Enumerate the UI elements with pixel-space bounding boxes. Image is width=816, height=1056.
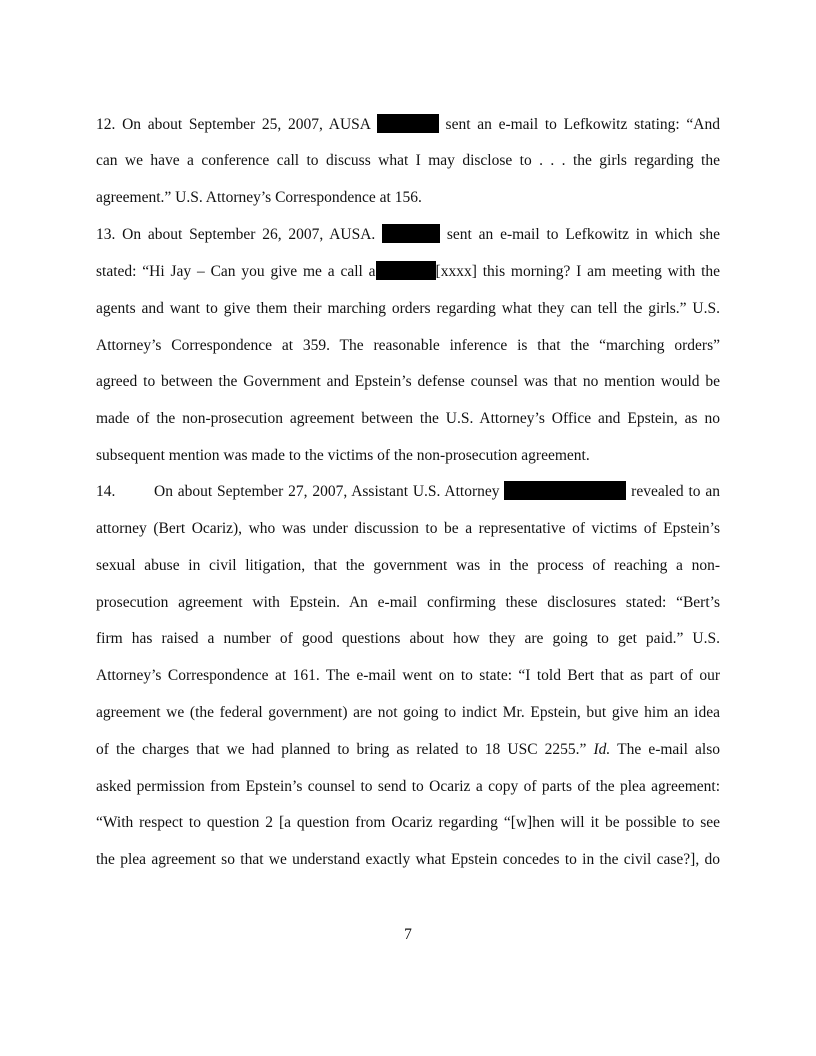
text: 14. On about September 27, 2007, Assistant U.S. Attorney (96, 483, 505, 500)
paragraph-13-line-6 (96, 408, 720, 430)
paragraph-14-line-5 (96, 628, 720, 650)
redaction-bar (377, 114, 439, 133)
redaction-bar (504, 481, 626, 500)
page-number: 7 (404, 926, 412, 943)
text: sent an e-mail to Lefkowitz stating: “And (438, 116, 720, 133)
text: the plea agreement so that we understand exactly what Epstein concedes to in the civil case?], do (96, 851, 720, 868)
text: subsequent mention was made to the victims of the non-prosecution agreement. (96, 447, 590, 464)
text: Attorney’s Correspondence at 161. The e-mail went on to state: “I told Bert that as part of our (96, 667, 720, 684)
text: 13. On about September 26, 2007, AUSA. (96, 226, 383, 243)
paragraph-13-line-4 (96, 335, 720, 357)
text: of the charges that we had planned to bring as related to 18 USC 2255.” (96, 741, 594, 758)
redaction-bar (382, 224, 440, 243)
paragraph-12-line-3 (96, 187, 720, 209)
text: [xxxx] this morning? I am meeting with the (435, 263, 721, 280)
text: revealed to an (626, 483, 720, 500)
text: Attorney’s Correspondence at 359. The reasonable inference is that the “marching orders” (96, 337, 720, 354)
text: made of the non-prosecution agreement between the U.S. Attorney’s Office and Epstein, as no (96, 410, 720, 427)
text: agreed to between the Government and Epstein’s defense counsel was that no mention would be (96, 373, 720, 390)
paragraph-13-line-7 (96, 445, 720, 467)
paragraph-14-line-4 (96, 592, 720, 614)
paragraph-14-line-9 (96, 776, 720, 798)
text: sexual abuse in civil litigation, that the government was in the process of reaching a non- (96, 557, 720, 574)
paragraph-13-line-1 (96, 224, 720, 246)
redaction-bar (376, 261, 436, 280)
text: 12. On about September 25, 2007, AUSA (96, 116, 377, 133)
text: agents and want to give them their marching orders regarding what they can tell the girls.” U.S. (96, 300, 720, 317)
paragraph-12-line-2 (96, 150, 720, 172)
paragraph-14-line-8 (96, 739, 720, 761)
paragraph-13-line-3 (96, 298, 720, 320)
paragraph-13-line-2 (96, 261, 720, 283)
text: “With respect to question 2 [a question from Ocariz regarding “[w]hen will it be possible to see (96, 814, 720, 831)
citation-id: Id. (593, 741, 611, 758)
paragraph-14-line-2 (96, 518, 720, 540)
paragraph-14-line-11 (96, 849, 720, 871)
text: agreement.” U.S. Attorney’s Correspondence at 156. (96, 189, 422, 206)
text: The e-mail also (610, 741, 720, 758)
paragraph-14-line-10 (96, 812, 720, 834)
paragraph-14-line-3 (96, 555, 720, 577)
text: firm has raised a number of good questions about how they are going to get paid.” U.S. (96, 630, 720, 647)
text: can we have a conference call to discuss what I may disclose to . . . the girls regarding the (96, 152, 720, 169)
text: asked permission from Epstein’s counsel to send to Ocariz a copy of parts of the plea agreement: (96, 778, 720, 795)
paragraph-14-line-6 (96, 665, 720, 687)
text: attorney (Bert Ocariz), who was under discussion to be a representative of victims of Epstein’s (96, 520, 720, 537)
paragraph-14-line-1 (96, 481, 720, 503)
paragraph-13-line-5 (96, 371, 720, 393)
text: sent an e-mail to Lefkowitz in which she (440, 226, 720, 243)
paragraph-12-line-1 (96, 114, 720, 136)
text: agreement we (the federal government) are not going to indict Mr. Epstein, but give him an idea (96, 704, 720, 721)
text: stated: “Hi Jay – Can you give me a call a (96, 263, 376, 280)
paragraph-14-line-7 (96, 702, 720, 724)
text: prosecution agreement with Epstein. An e-mail confirming these disclosures stated: “Bert’s (96, 594, 720, 611)
